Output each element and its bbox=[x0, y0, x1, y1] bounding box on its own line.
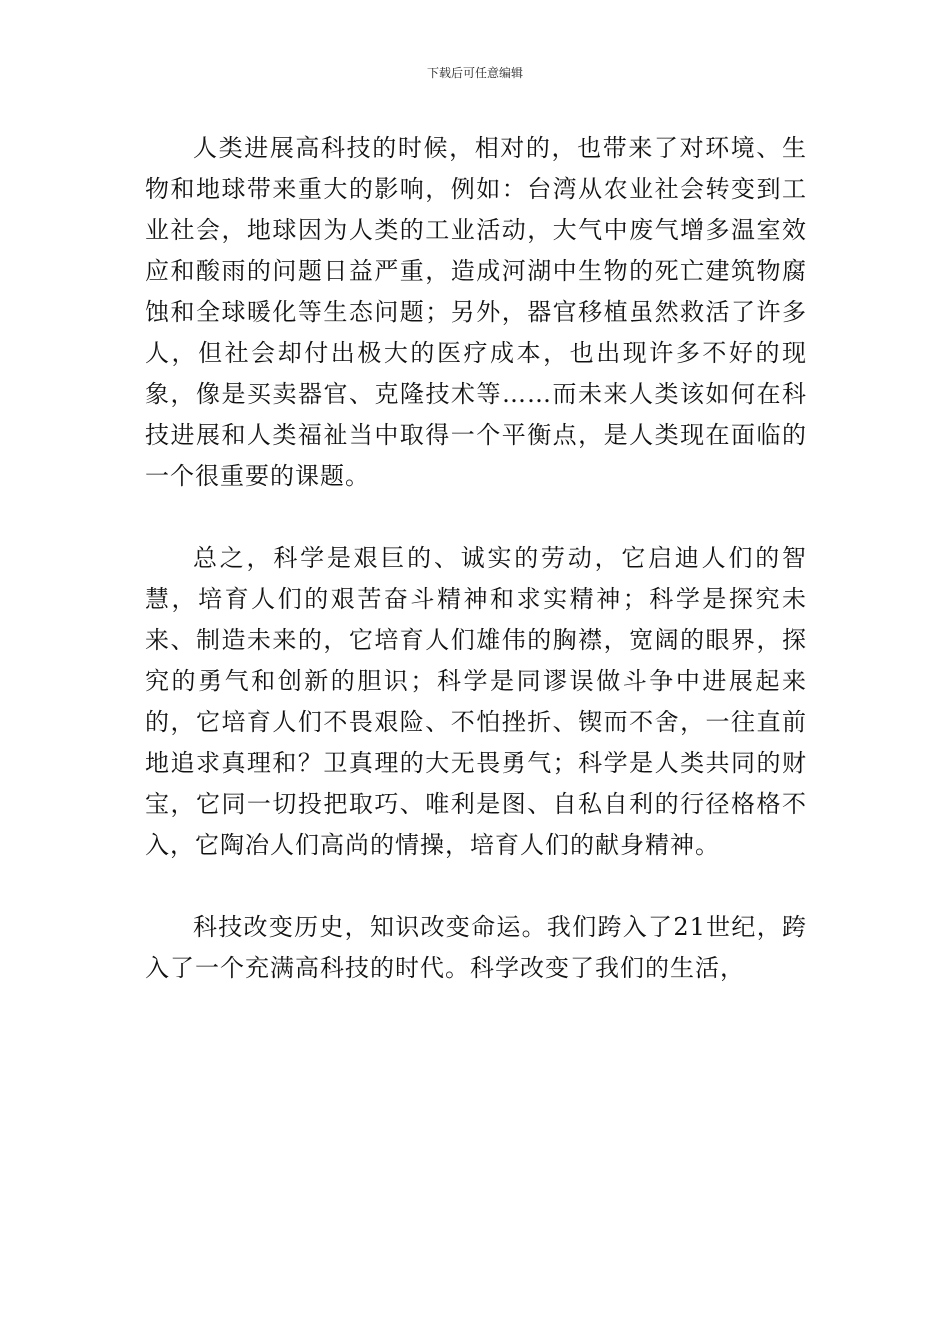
page-header: 下载后可任意编辑 bbox=[426, 66, 523, 80]
paragraph-3: 科技改变历史，知识改变命运。我们跨入了21世纪，跨入了一个充满高科技的时代。科学改变了我们的生活， bbox=[145, 913, 807, 982]
paragraph-1: 人类进展高科技的时候，相对的，也带来了对环境、生物和地球带来重大的影响，例如：台湾从农业社会转变到工业社会，地球因为人类的工业活动，大气中废气增多温室效应和酸雨的问题日益严重，造成河湖中生物的死亡建筑物腐蚀和全球暖化等生态问题；另外，器官移植虽然救活了许多人，但社会却付出极大的医疗成本，也出现许多不好的现象，像是买卖器官、克隆技术等……而未来人类该如何在科技进展和人类福祉当中取得一个平衡点，是人类现在面临的一个很重要的课题。 bbox=[145, 134, 807, 490]
paragraph-2: 总之，科学是艰巨的、诚实的劳动，它启迪人们的智慧，培育人们的艰苦奋斗精神和求实精神；科学是探究未来、制造未来的，它培育人们雄伟的胸襟，宽阔的眼界，探究的勇气和创新的胆识；科学是同谬误做斗争中进展起来的，它培育人们不畏艰险、不怕挫折、锲而不舍，一往直前地追求真理和？卫真理的大无畏勇气；科学是人类共同的财宝，它同一切投把取巧、唯利是图、自私自利的行径格格不入，它陶冶人们高尚的情操，培育人们的献身精神。 bbox=[145, 544, 807, 859]
document-body bbox=[145, 128, 807, 989]
